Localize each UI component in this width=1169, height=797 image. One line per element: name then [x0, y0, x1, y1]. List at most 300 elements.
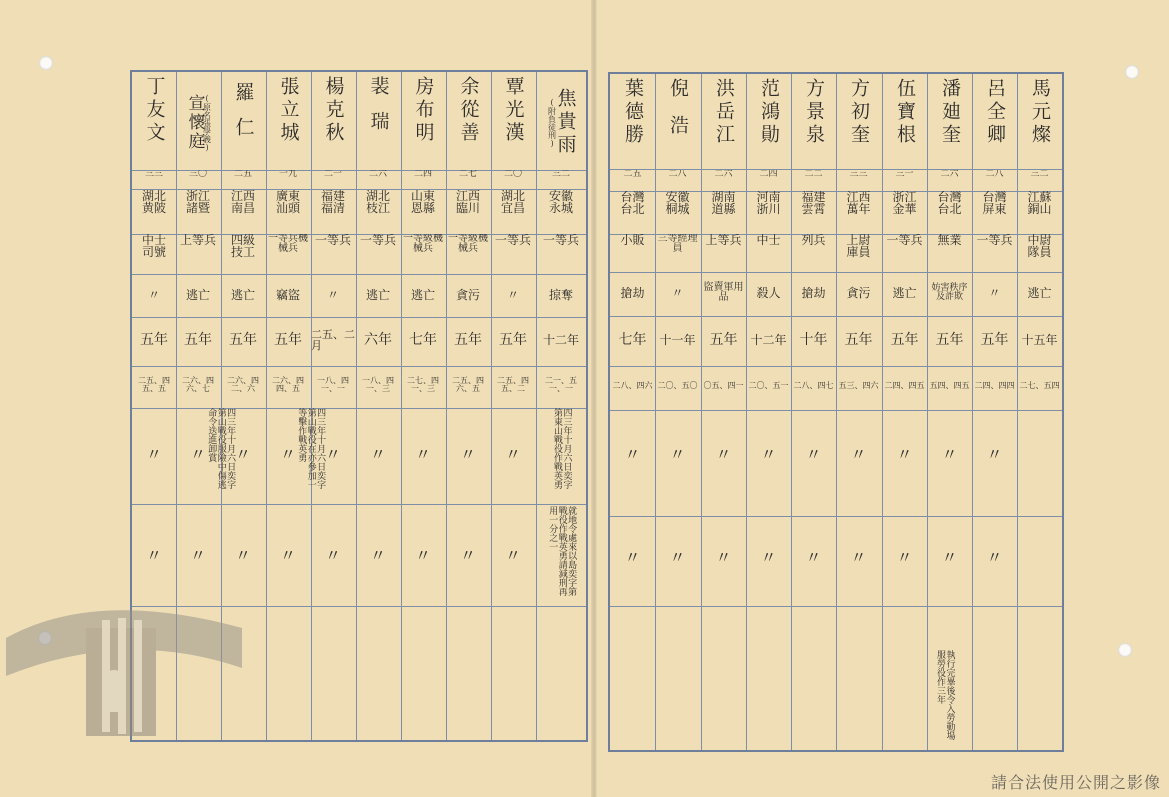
rank: 一等兵 [542, 234, 579, 247]
archive-logo-icon [6, 598, 242, 744]
right-offense-cell [1017, 273, 1062, 313]
date-value: 二〇、五〇 [657, 381, 698, 390]
date-value: 五三、四六 [838, 381, 879, 390]
ditto-mark: 〃 [896, 548, 913, 567]
right-rank-cell [791, 234, 836, 270]
native-place: 山東恩縣 [410, 190, 435, 215]
sentence-term: 五年 [935, 332, 964, 348]
offense: 竊盜 [275, 288, 300, 302]
left-col7-cell [176, 445, 220, 465]
right-rank-cell [1017, 234, 1062, 270]
offense: 〃 [671, 286, 684, 300]
native-place: 湖北宜昌 [500, 190, 525, 215]
person-name: 伍寶根 [894, 78, 916, 147]
left-native-cell [176, 190, 220, 232]
left-date-cell [266, 366, 310, 404]
left-date-cell [132, 366, 176, 404]
left-offense-cell [356, 276, 400, 314]
offense: 〃 [147, 288, 160, 302]
right-offense-cell [927, 273, 972, 313]
person-name: 宣懷庭 [184, 93, 205, 151]
right-rank-cell [655, 234, 700, 270]
rank: 一等兵 [314, 234, 351, 247]
rank: 一等兵 [886, 234, 923, 247]
left-offense-cell [266, 276, 310, 314]
left-term-cell [536, 318, 586, 362]
offense: 逃亡 [185, 288, 210, 302]
ditto-mark: 〃 [986, 445, 1003, 464]
left-term-cell [446, 318, 490, 362]
right-date-cell [1017, 366, 1062, 406]
right-age-cell [746, 170, 791, 188]
age-value: 二四 [759, 170, 778, 179]
rank: 上等兵 [179, 234, 216, 247]
date-value: 二一、五一、一 [545, 376, 577, 393]
date-value: 二八、四七 [793, 381, 834, 390]
right-age-cell [701, 170, 746, 188]
left-date-cell [401, 366, 445, 404]
sentence-term: 五年 [844, 332, 873, 348]
person-name: 裴瑞 [367, 76, 390, 146]
punch-hole [1125, 65, 1139, 79]
age-value: 二〇 [503, 170, 522, 179]
right-col7-cell [701, 445, 746, 465]
native-place: 安徽桐城 [665, 191, 690, 216]
right-name-cell [791, 74, 836, 168]
right-rank-cell [836, 234, 881, 270]
usage-watermark: 請合法使用公開之影像 [990, 773, 1161, 792]
ditto-mark: 〃 [850, 445, 867, 464]
left-age-cell [266, 170, 310, 188]
right-age-cell [972, 170, 1017, 188]
offense: 搶劫 [620, 286, 645, 300]
right-date-cell [610, 366, 655, 406]
person-name: 洪岳江 [713, 78, 735, 147]
person-name: 方景泉 [803, 78, 825, 147]
sentence-term: 七年 [618, 332, 647, 348]
right-rank-cell [927, 234, 972, 270]
ditto-mark: 〃 [624, 445, 641, 464]
rank: 中士 [756, 234, 781, 247]
date-value: 二〇、五一 [748, 381, 789, 390]
remark-text: 四三年十月六日奕字第東山戰役作戰英勇 [552, 408, 572, 489]
left-native-cell [446, 190, 490, 232]
age-value: 二七 [458, 170, 477, 179]
right-offense-cell [882, 273, 927, 313]
left-col8-cell [401, 546, 445, 566]
sentence-term: 二五、二月 [311, 328, 355, 352]
left-col8-cell [536, 506, 586, 602]
right-date-cell [972, 366, 1017, 406]
right-native-cell [972, 191, 1017, 231]
ditto-mark: 〃 [279, 546, 296, 565]
sentence-term: 五年 [184, 332, 212, 348]
left-offense-cell [176, 276, 220, 314]
rank: 一等兵機械兵 [268, 234, 308, 254]
left-rank-cell [536, 234, 586, 272]
right-col8-cell [655, 548, 700, 568]
native-place: 湖南道縣 [711, 191, 736, 216]
left-name-cell [311, 72, 355, 168]
ditto-mark: 〃 [941, 445, 958, 464]
person-name: 焦貴雨 [554, 87, 577, 157]
left-col7-cell [221, 445, 265, 465]
date-value: 二四、四四 [974, 381, 1015, 390]
right-term-cell [655, 317, 700, 363]
right-col8-cell [882, 548, 927, 568]
right-rank-cell [972, 234, 1017, 270]
right-name-cell [746, 74, 791, 168]
ditto-mark: 〃 [369, 445, 386, 464]
remark-text: 四三年十月六日奕字第山戰役服險中傷逃命令迭進卸賞 [206, 408, 236, 489]
sentence-term: 六年 [364, 332, 392, 348]
ditto-mark: 〃 [624, 548, 641, 567]
left-rank-cell [266, 234, 310, 272]
date-value: 二七、四一、三 [407, 376, 439, 393]
left-rank-cell [132, 234, 176, 272]
right-col7-cell [927, 445, 972, 465]
sentence-term: 十年 [799, 332, 828, 348]
ditto-mark: 〃 [369, 546, 386, 565]
left-age-cell [491, 170, 535, 188]
age-value: 二六 [714, 170, 733, 179]
ditto-mark: 〃 [850, 548, 867, 567]
right-term-cell [1017, 317, 1062, 363]
left-col8-cell [356, 546, 400, 566]
right-col7-cell [836, 445, 881, 465]
ditto-mark: 〃 [324, 445, 341, 464]
rank: 三等經理員 [657, 234, 698, 254]
right-native-cell [655, 191, 700, 231]
right-term-cell [927, 317, 972, 363]
ditto-mark: 〃 [669, 548, 686, 567]
left-col7-cell [446, 445, 490, 465]
rank: 上等兵 [705, 234, 742, 247]
right-offense-cell [655, 273, 700, 313]
offense: 掠奪 [548, 288, 573, 302]
rank: 一等兵 [494, 234, 531, 247]
date-value: 〇五、四一 [703, 381, 744, 390]
right-col8-cell [927, 548, 972, 568]
right-age-cell [836, 170, 881, 188]
left-rank-cell [401, 234, 445, 272]
age-value: 三一 [895, 170, 914, 179]
person-name: 呂全卿 [984, 78, 1006, 147]
ditto-mark: 〃 [715, 445, 732, 464]
left-name-cell [356, 72, 400, 168]
left-term-cell [491, 318, 535, 362]
left-name-cell [176, 72, 220, 168]
sentence-term: 十一年 [659, 333, 696, 347]
ditto-mark: 〃 [504, 445, 521, 464]
left-term-cell [311, 318, 355, 362]
remark-text: 就地令處來以島奕字第戰役作戰英勇請減刑再用一分之一 [547, 506, 577, 596]
native-place: 廣東汕頭 [275, 190, 300, 215]
sentence-term: 五年 [980, 332, 1009, 348]
left-age-cell [356, 170, 400, 188]
date-value: 五四、四五 [929, 381, 970, 390]
sentence-term: 五年 [499, 332, 527, 348]
right-age-cell [610, 170, 655, 188]
rank: 小販 [620, 234, 645, 247]
offense: 逃亡 [892, 286, 917, 300]
sentence-term: 五年 [140, 332, 168, 348]
left-col7-cell [401, 445, 445, 465]
right-native-cell [927, 191, 972, 231]
right-col8-cell [791, 548, 836, 568]
ditto-mark: 〃 [504, 546, 521, 565]
ditto-mark: 〃 [189, 546, 206, 565]
left-name-cell [221, 72, 265, 168]
right-offense-cell [836, 273, 881, 313]
age-value: 三〇 [188, 170, 207, 179]
ditto-mark: 〃 [669, 445, 686, 464]
right-name-cell [972, 74, 1017, 168]
person-name: 房布明 [412, 76, 435, 145]
center-fold [591, 0, 597, 797]
age-value: 二五 [233, 170, 252, 179]
offense: 貪污 [846, 286, 871, 300]
rank: 一等兵 [359, 234, 396, 247]
ditto-mark: 〃 [324, 546, 341, 565]
rank: 一等兵 [976, 234, 1013, 247]
age-value: 二二 [804, 170, 823, 179]
right-native-cell [701, 191, 746, 231]
left-name-cell [536, 72, 586, 168]
date-value: 二七、五四 [1019, 381, 1060, 390]
right-name-cell [610, 74, 655, 168]
ditto-mark: 〃 [414, 546, 431, 565]
right-native-cell [610, 191, 655, 231]
sentence-term: 五年 [709, 332, 738, 348]
ditto-mark: 〃 [805, 445, 822, 464]
remark-text: 四三年十月六日奕字第山戰役在亦參加一等擊作戰英勇 [296, 408, 326, 489]
right-col7-cell [791, 445, 836, 465]
left-date-cell [221, 366, 265, 404]
right-offense-cell [791, 273, 836, 313]
right-date-cell [655, 366, 700, 406]
left-rank-cell [491, 234, 535, 272]
sentence-term: 五年 [274, 332, 302, 348]
person-name: 葉德勝 [622, 78, 644, 147]
age-value: 一九 [278, 170, 297, 179]
age-value: 二一 [323, 170, 342, 179]
date-value: 一八、四一、一 [317, 376, 349, 393]
ditto-mark: 〃 [715, 548, 732, 567]
person-name: 馬元燦 [1029, 78, 1051, 147]
sentence-term: 十二年 [542, 333, 579, 347]
native-place: 江西臨川 [455, 190, 480, 215]
sentence-term: 十五年 [1021, 333, 1058, 347]
native-place: 浙江金華 [892, 191, 917, 216]
right-offense-cell [972, 273, 1017, 313]
age-value: 二五 [623, 170, 642, 179]
left-native-cell [536, 190, 586, 232]
offense: 〃 [506, 288, 519, 302]
ditto-mark: 〃 [896, 445, 913, 464]
left-age-cell [132, 170, 176, 188]
offense: 妨害秩序及詐欺 [931, 283, 968, 302]
left-term-cell [176, 318, 220, 362]
sentence-term: 七年 [409, 332, 437, 348]
age-value: 三三 [849, 170, 868, 179]
left-term-cell [266, 318, 310, 362]
native-place: 江蘇銅山 [1027, 191, 1052, 216]
age-value: 三二 [551, 170, 570, 179]
ditto-mark: 〃 [234, 546, 251, 565]
native-place: 浙江諸暨 [185, 190, 210, 215]
offense: 貪污 [455, 288, 480, 302]
left-offense-cell [311, 276, 355, 314]
left-offense-cell [221, 276, 265, 314]
ditto-mark: 〃 [234, 445, 251, 464]
ditto-mark: 〃 [279, 445, 296, 464]
offense: 盜賣軍用品 [703, 282, 744, 303]
right-col8-cell [972, 548, 1017, 568]
offense: 〃 [988, 286, 1001, 300]
left-date-cell [311, 366, 355, 404]
left-rank-cell [311, 234, 355, 272]
right-col8-cell [836, 548, 881, 568]
age-value: 三三 [144, 170, 163, 179]
age-value: 三二 [1030, 170, 1049, 179]
left-offense-cell [491, 276, 535, 314]
rank: 列兵 [801, 234, 826, 247]
left-age-cell [176, 170, 220, 188]
age-value: 二八 [668, 170, 687, 179]
left-col7-cell [266, 445, 310, 465]
ditto-mark: 〃 [760, 445, 777, 464]
left-col8-cell [176, 546, 220, 566]
left-term-cell [221, 318, 265, 362]
date-value: 二六、四六、七 [182, 376, 214, 393]
left-col8-cell [491, 546, 535, 566]
right-col8-cell [701, 548, 746, 568]
left-col7-cell [311, 445, 355, 465]
right-native-cell [791, 191, 836, 231]
ditto-mark: 〃 [805, 548, 822, 567]
left-native-cell [491, 190, 535, 232]
native-place: 湖北枝江 [365, 190, 390, 215]
right-term-cell [836, 317, 881, 363]
right-date-cell [927, 366, 972, 406]
right-date-cell [882, 366, 927, 406]
left-col8-cell [266, 546, 310, 566]
right-date-cell [791, 366, 836, 406]
right-col8-cell [746, 548, 791, 568]
right-col7-cell [972, 445, 1017, 465]
punch-hole [1118, 643, 1132, 657]
native-place: 台灣台北 [937, 191, 962, 216]
ditto-mark: 〃 [459, 445, 476, 464]
right-date-cell [701, 366, 746, 406]
left-native-cell [132, 190, 176, 232]
left-native-cell [401, 190, 445, 232]
left-col7-cell [132, 445, 176, 465]
right-col7-cell [610, 445, 655, 465]
left-name-cell [132, 72, 176, 168]
left-name-cell [401, 72, 445, 168]
right-name-cell [836, 74, 881, 168]
right-offense-cell [610, 273, 655, 313]
name-note: (原名張學義) [202, 94, 212, 152]
right-rank-cell [746, 234, 791, 270]
right-date-cell [746, 366, 791, 406]
left-offense-cell [401, 276, 445, 314]
person-name: 余從善 [457, 76, 480, 145]
left-age-cell [536, 170, 586, 188]
offense: 搶劫 [801, 286, 826, 300]
offense: 逃亡 [230, 288, 255, 302]
right-name-cell [882, 74, 927, 168]
person-name: 羅仁 [232, 82, 255, 152]
age-value: 二八 [985, 170, 1004, 179]
date-value: 一八、四一、三 [362, 376, 394, 393]
right-rank-cell [610, 234, 655, 270]
offense: 逃亡 [410, 288, 435, 302]
left-rank-cell [356, 234, 400, 272]
person-name: 覃光漢 [502, 76, 525, 145]
native-place: 台灣屏東 [982, 191, 1007, 216]
person-name: 方初奎 [848, 78, 870, 147]
rank: 中士司號 [141, 234, 166, 259]
execution-footnote [916, 650, 972, 746]
date-value: 二四、四五 [884, 381, 925, 390]
date-value: 二六、四二、六 [227, 376, 259, 393]
ditto-mark: 〃 [459, 546, 476, 565]
left-name-cell [446, 72, 490, 168]
right-native-cell [1017, 191, 1062, 231]
person-name: 潘廸奎 [939, 78, 961, 147]
left-age-cell [446, 170, 490, 188]
left-offense-cell [446, 276, 490, 314]
date-value: 二六、四四、五 [272, 376, 304, 393]
left-name-cell [266, 72, 310, 168]
ditto-mark: 〃 [986, 548, 1003, 567]
right-rank-cell [882, 234, 927, 270]
right-col7-cell [882, 445, 927, 465]
rank: 中尉隊員 [1027, 234, 1052, 259]
native-place: 湖北黄陂 [141, 190, 166, 215]
sentence-term: 五年 [229, 332, 257, 348]
ditto-mark: 〃 [760, 548, 777, 567]
age-value: 二六 [368, 170, 387, 179]
left-col8-cell [221, 546, 265, 566]
ditto-mark: 〃 [414, 445, 431, 464]
sentence-term: 五年 [454, 332, 482, 348]
right-name-cell [655, 74, 700, 168]
offense: 殺人 [756, 286, 781, 300]
date-value: 二五、四六、五 [452, 376, 484, 393]
ditto-mark: 〃 [145, 546, 162, 565]
left-rank-cell [446, 234, 490, 272]
left-native-cell [356, 190, 400, 232]
right-age-cell [882, 170, 927, 188]
left-name-cell [491, 72, 535, 168]
person-name: 楊克秋 [322, 76, 345, 145]
punch-hole [39, 56, 53, 70]
name-note: (附負徒刑) [547, 98, 557, 148]
right-age-cell [791, 170, 836, 188]
native-place: 安徽永城 [548, 190, 573, 215]
ditto-mark: 〃 [189, 445, 206, 464]
right-term-cell [610, 317, 655, 363]
person-name: 倪浩 [667, 78, 689, 152]
sentence-term: 五年 [890, 332, 919, 348]
left-age-cell [311, 170, 355, 188]
rank: 上尉庫員 [846, 234, 871, 259]
left-age-cell [221, 170, 265, 188]
